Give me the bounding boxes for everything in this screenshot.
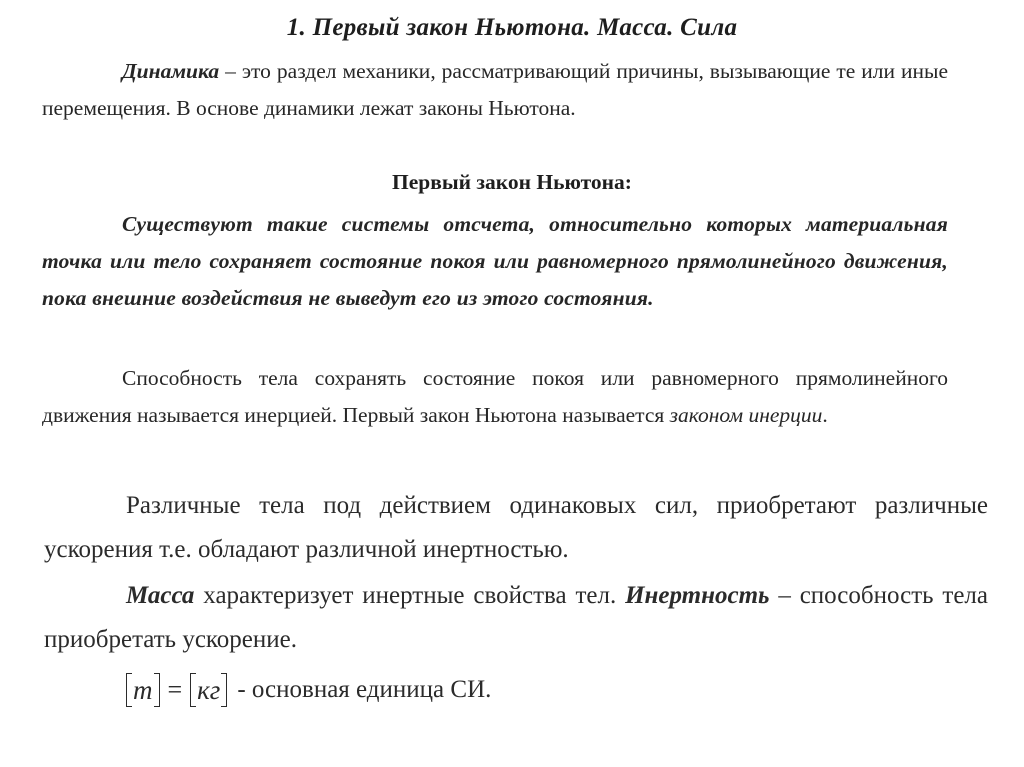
inertness-text: – способность тела приобретать ускорение. xyxy=(44,582,988,653)
page-title: 1. Первый закон Ньютона. Масса. Сила xyxy=(286,14,738,41)
different-bodies-block xyxy=(44,484,988,572)
inertia-end: . xyxy=(822,403,828,427)
inertia-block xyxy=(42,360,948,434)
mass-text: характеризует инертные свойства тел. xyxy=(194,582,626,609)
intro-paragraph xyxy=(42,53,948,127)
formula-lhs xyxy=(126,673,160,707)
formula-rhs-symbol: кг xyxy=(197,675,221,705)
formula-lhs-symbol: m xyxy=(133,675,153,705)
different-bodies-paragraph: Различные тела под действием одинаковых сил, приобретают различные ускорения т.е. обладают различной инертностью. xyxy=(44,492,988,563)
formula-rhs xyxy=(190,673,227,707)
mass-term: Масса xyxy=(126,582,195,609)
mass-unit-formula xyxy=(126,668,491,712)
law-text: Существуют такие системы отсчета, относительно которых материальная точка или тело сохраняет состояние покоя или равномерного прямолинейного движения, пока внешние воздействия не выведут его из этого состояния. xyxy=(42,212,948,310)
inertness-term: Инертность xyxy=(625,582,770,609)
law-heading: Первый закон Ньютона: xyxy=(392,170,632,194)
intro-paragraph-block xyxy=(42,53,948,127)
inertia-paragraph xyxy=(42,360,948,434)
intro-text: – это раздел механики, рассматривающий причины, вызывающие те или иные перемещения. В основе динамики лежат законы Ньютона. xyxy=(42,59,948,120)
inertia-text: Способность тела сохранять состояние покоя или равномерного прямолинейного движения называется инерцией. Первый закон Ньютона называется xyxy=(42,366,948,427)
law-block xyxy=(42,206,948,317)
mass-paragraph xyxy=(44,574,988,662)
inertia-law-term: законом инерции xyxy=(669,403,823,427)
dynamics-term: Динамика xyxy=(122,59,220,83)
mass-block xyxy=(44,574,988,662)
formula-equals: = xyxy=(167,675,183,704)
formula-description: - основная единица СИ. xyxy=(237,676,492,703)
